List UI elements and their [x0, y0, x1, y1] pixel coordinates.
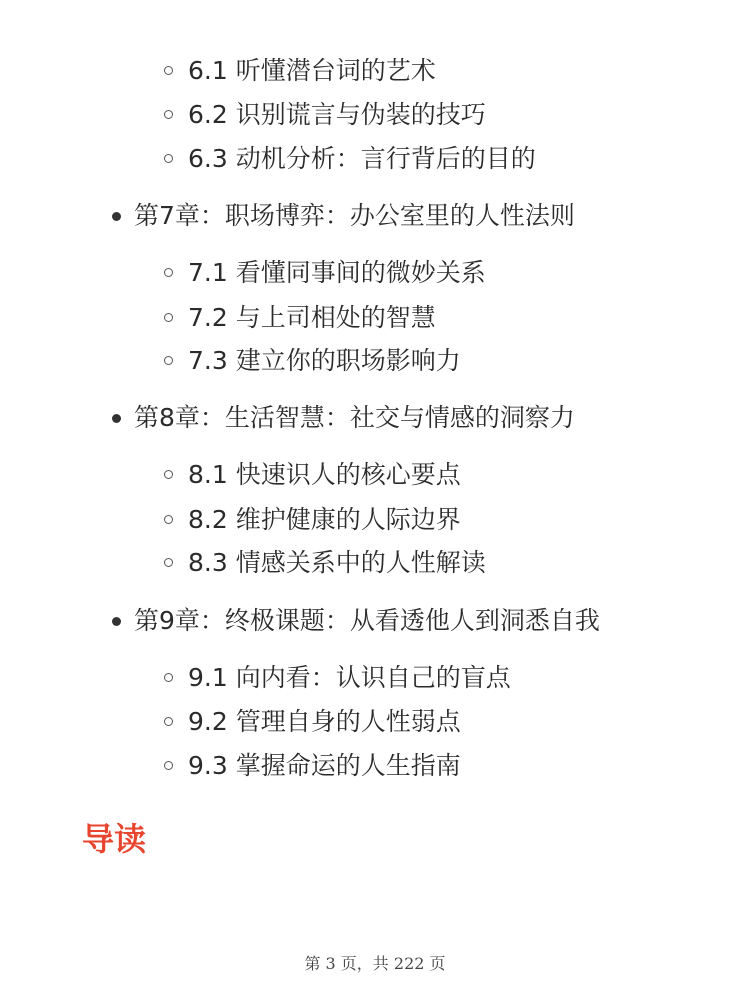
hollow-bullet-icon [164, 313, 173, 322]
subsection-label: 7.2 与上司相处的智慧 [188, 303, 436, 332]
subsection-label: 9.1 向内看：认识自己的盲点 [188, 663, 511, 692]
hollow-bullet-icon [164, 154, 173, 163]
subsection-label: 8.3 情感关系中的人性解读 [188, 548, 486, 577]
subsection-8-1 [188, 460, 461, 490]
subsection-8-3 [188, 548, 486, 578]
hollow-bullet-icon [164, 110, 173, 119]
filled-bullet-icon [112, 414, 121, 423]
hollow-bullet-icon [164, 558, 173, 567]
subsection-7-3 [188, 346, 461, 376]
chapter-7-title [134, 201, 575, 231]
hollow-bullet-icon [164, 356, 173, 365]
subsection-6-1 [188, 56, 436, 86]
hollow-bullet-icon [164, 470, 173, 479]
subsection-label: 6.1 听懂潜台词的艺术 [188, 56, 436, 85]
subsection-label: 6.2 识别谎言与伪装的技巧 [188, 100, 486, 129]
subsection-6-3 [188, 144, 536, 174]
hollow-bullet-icon [164, 268, 173, 277]
subsection-label: 7.1 看懂同事间的微妙关系 [188, 258, 486, 287]
subsection-7-1 [188, 258, 486, 288]
subsection-label: 8.1 快速识人的核心要点 [188, 460, 461, 489]
hollow-bullet-icon [164, 717, 173, 726]
subsection-8-2 [188, 505, 461, 535]
chapter-label: 第8章：生活智慧：社交与情感的洞察力 [134, 403, 575, 432]
filled-bullet-icon [112, 617, 121, 626]
section-heading-guide: 导读 [82, 820, 147, 858]
hollow-bullet-icon [164, 515, 173, 524]
subsection-label: 7.3 建立你的职场影响力 [188, 346, 461, 375]
chapter-9-title [134, 606, 600, 636]
chapter-label: 第9章：终极课题：从看透他人到洞悉自我 [134, 606, 600, 635]
filled-bullet-icon [112, 212, 121, 221]
chapter-label: 第7章：职场博弈：办公室里的人性法则 [134, 201, 575, 230]
chapter-8-title [134, 403, 575, 433]
subsection-9-2 [188, 707, 461, 737]
page-number-footer: 第 3 页，共 222 页 [304, 954, 446, 973]
hollow-bullet-icon [164, 761, 173, 770]
subsection-label: 9.2 管理自身的人性弱点 [188, 707, 461, 736]
hollow-bullet-icon [164, 66, 173, 75]
subsection-label: 9.3 掌握命运的人生指南 [188, 751, 461, 780]
subsection-9-3 [188, 751, 461, 781]
subsection-7-2 [188, 303, 436, 333]
subsection-label: 6.3 动机分析：言行背后的目的 [188, 144, 536, 173]
subsection-6-2 [188, 100, 486, 130]
subsection-label: 8.2 维护健康的人际边界 [188, 505, 461, 534]
subsection-9-1 [188, 663, 511, 693]
hollow-bullet-icon [164, 673, 173, 682]
